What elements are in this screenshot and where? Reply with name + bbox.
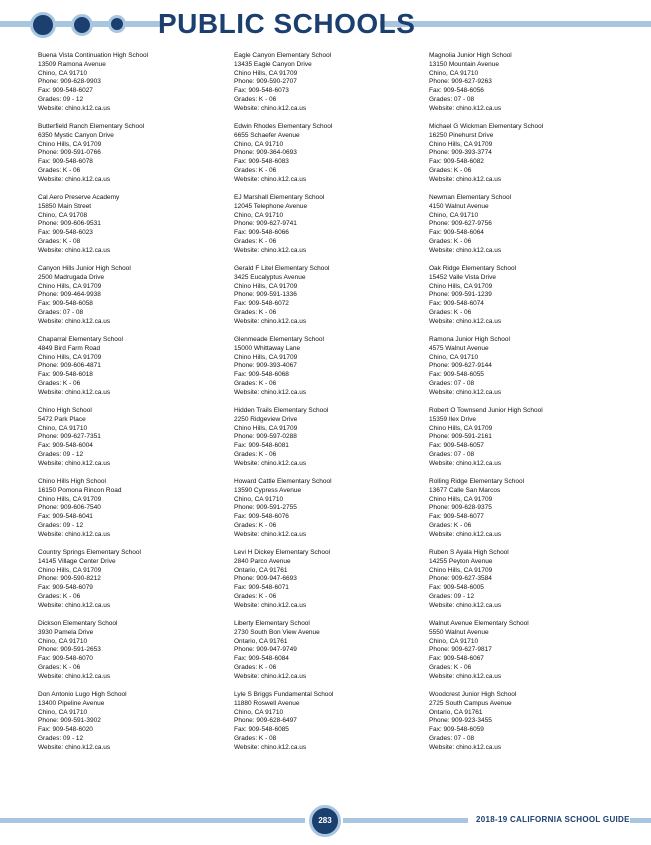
school-phone: Phone: 909-591-0766	[38, 149, 101, 157]
school-fax: Fax: 909-548-6068	[234, 371, 289, 379]
school-fax: Fax: 909-548-6023	[38, 229, 93, 237]
school-fax: Fax: 909-548-6058	[38, 300, 93, 308]
school-city: Chino Hills, CA 91709	[234, 353, 298, 361]
school-grades: Grades: K - 06	[234, 237, 277, 245]
school-phone: Phone: 909-464-9938	[38, 291, 101, 299]
school-grades: Grades: 09 - 12	[38, 734, 84, 742]
school-fax: Fax: 909-548-6085	[234, 726, 289, 734]
school-grades: Grades: K - 06	[234, 450, 277, 458]
school-fax: Fax: 909-548-6059	[429, 726, 484, 734]
school-fax: Fax: 909-548-6055	[429, 371, 484, 379]
school-fax: Fax: 909-548-6020	[38, 726, 93, 734]
school-website: Website: chino.k12.ca.us	[38, 530, 111, 538]
school-phone: Phone: 909-591-2161	[429, 433, 492, 441]
school-phone: Phone: 909-627-3584	[429, 575, 492, 583]
school-name: Butterfield Ranch Elementary School	[38, 123, 145, 130]
school-website: Website: chino.k12.ca.us	[429, 104, 502, 112]
school-address: 11880 Roswell Avenue	[234, 699, 300, 707]
school-phone: Phone: 909-628-9375	[429, 504, 492, 512]
school-fax: Fax: 909-548-6084	[234, 655, 289, 663]
school-city: Chino, CA 91710	[38, 637, 88, 645]
school-phone: Phone: 909-590-2707	[234, 78, 297, 86]
school-name: Edwin Rhodes Elementary School	[234, 123, 333, 130]
school-phone: Phone: 909-393-3774	[429, 149, 492, 157]
school-website: Website: chino.k12.ca.us	[234, 601, 307, 609]
school-grades: Grades: K - 06	[234, 592, 277, 600]
school-grades: Grades: K - 06	[38, 379, 81, 387]
school-name: Oak Ridge Elementary School	[429, 265, 517, 272]
school-address: 16150 Pomona Rincon Road	[38, 486, 122, 494]
school-name: Chino High School	[38, 407, 92, 414]
school-grades: Grades: K - 06	[429, 663, 472, 671]
school-phone: Phone: 909-628-6497	[234, 717, 297, 725]
school-city: Chino, CA 91708	[38, 211, 88, 219]
school-fax: Fax: 909-548-6070	[38, 655, 93, 663]
footer-rule-right	[630, 818, 651, 823]
school-listing	[38, 52, 638, 752]
school-fax: Fax: 909-548-6073	[234, 87, 289, 95]
school-phone: Phone: 909-627-9263	[429, 78, 492, 86]
school-city: Chino Hills, CA 91709	[38, 566, 102, 574]
footer-rule-left	[0, 818, 305, 823]
school-entry	[429, 336, 619, 407]
school-grades: Grades: 07 - 08	[429, 95, 475, 103]
school-grades: Grades: 09 - 12	[38, 521, 84, 529]
school-address: 6350 Mystic Canyon Drive	[38, 131, 114, 139]
school-name: Canyon Hills Junior High School	[38, 265, 131, 272]
school-name: Magnolia Junior High School	[429, 52, 512, 59]
school-entry	[38, 194, 228, 265]
school-name: Eagle Canyon Elementary School	[234, 52, 332, 59]
school-address: 13150 Mountain Avenue	[429, 60, 499, 68]
school-grades: Grades: K - 06	[234, 308, 277, 316]
school-grades: Grades: K - 06	[234, 663, 277, 671]
school-entry	[38, 549, 228, 620]
school-entry	[429, 549, 619, 620]
school-name: EJ Marshall Elementary School	[234, 194, 325, 201]
school-name: Ruben S Ayala High School	[429, 549, 509, 556]
school-name: Levi H Dickey Elementary School	[234, 549, 331, 556]
school-fax: Fax: 909-548-6083	[234, 158, 289, 166]
school-phone: Phone: 909-606-4871	[38, 362, 101, 370]
school-grades: Grades: K - 06	[38, 663, 81, 671]
school-website: Website: chino.k12.ca.us	[429, 317, 502, 325]
school-phone: Phone: 909-947-6693	[234, 575, 297, 583]
school-name: Glenmeade Elementary School	[234, 336, 324, 343]
school-address: 13435 Eagle Canyon Drive	[234, 60, 312, 68]
school-city: Chino Hills, CA 91709	[234, 282, 298, 290]
school-name: Woodcrest Junior High School	[429, 691, 517, 698]
guide-title: 2018-19 CALIFORNIA SCHOOL GUIDE	[476, 815, 630, 824]
school-address: 4849 Bird Farm Road	[38, 344, 101, 352]
school-grades: Grades: K - 08	[38, 237, 81, 245]
school-fax: Fax: 909-548-6079	[38, 584, 93, 592]
school-website: Website: chino.k12.ca.us	[429, 175, 502, 183]
school-phone: Phone: 909-627-9756	[429, 220, 492, 228]
school-address: 2500 Madrugada Drive	[38, 273, 105, 281]
school-website: Website: chino.k12.ca.us	[234, 317, 307, 325]
school-address: 12045 Telephone Avenue	[234, 202, 308, 210]
school-website: Website: chino.k12.ca.us	[38, 601, 111, 609]
school-address: 3425 Eucalyptus Avenue	[234, 273, 306, 281]
school-city: Chino, CA 91710	[429, 637, 479, 645]
school-entry	[234, 691, 424, 762]
school-name: Ramona Junior High School	[429, 336, 510, 343]
school-phone: Phone: 909-627-7351	[38, 433, 101, 441]
school-name: Dickson Elementary School	[38, 620, 118, 627]
school-grades: Grades: K - 06	[234, 166, 277, 174]
school-name: Gerald F Litel Elementary School	[234, 265, 330, 272]
school-city: Chino Hills, CA 91709	[429, 282, 493, 290]
school-address: 6655 Schaefer Avenue	[234, 131, 300, 139]
listing-column	[429, 52, 619, 762]
school-phone: Phone: 909-628-9903	[38, 78, 101, 86]
school-grades: Grades: 07 - 08	[429, 734, 475, 742]
header-circle-large	[30, 12, 56, 38]
school-grades: Grades: K - 06	[234, 521, 277, 529]
school-grades: Grades: 07 - 08	[38, 308, 84, 316]
school-website: Website: chino.k12.ca.us	[234, 459, 307, 467]
school-website: Website: chino.k12.ca.us	[429, 743, 502, 751]
school-city: Chino Hills, CA 91709	[234, 69, 298, 77]
school-fax: Fax: 909-548-6078	[38, 158, 93, 166]
school-city: Chino Hills, CA 91709	[38, 353, 102, 361]
school-city: Chino Hills, CA 91709	[429, 495, 493, 503]
school-address: 15000 Whittaway Lane	[234, 344, 301, 352]
school-entry	[38, 52, 228, 123]
school-website: Website: chino.k12.ca.us	[429, 530, 502, 538]
school-city: Chino Hills, CA 91709	[38, 495, 102, 503]
school-address: 13677 Calle San Marcos	[429, 486, 501, 494]
school-city: Chino, CA 91710	[429, 353, 479, 361]
school-website: Website: chino.k12.ca.us	[38, 317, 111, 325]
school-phone: Phone: 909-627-9741	[234, 220, 297, 228]
school-website: Website: chino.k12.ca.us	[234, 175, 307, 183]
school-phone: Phone: 909-591-1336	[234, 291, 297, 299]
school-website: Website: chino.k12.ca.us	[234, 672, 307, 680]
school-entry	[234, 194, 424, 265]
school-phone: Phone: 909-591-3902	[38, 717, 101, 725]
school-entry	[234, 336, 424, 407]
school-city: Chino, CA 91710	[234, 708, 284, 716]
page-number: 283	[309, 805, 341, 837]
school-city: Ontario, CA 91761	[429, 708, 483, 716]
school-entry	[429, 407, 619, 478]
header-circle-medium	[71, 14, 93, 36]
school-phone: Phone: 909-591-2755	[234, 504, 297, 512]
school-fax: Fax: 909-548-6071	[234, 584, 289, 592]
school-fax: Fax: 909-548-6072	[234, 300, 289, 308]
school-fax: Fax: 909-548-6066	[234, 229, 289, 237]
school-phone: Phone: 909-627-9144	[429, 362, 492, 370]
school-phone: Phone: 909-923-3455	[429, 717, 492, 725]
header-rule-right	[380, 21, 651, 27]
school-phone: Phone: 909-591-2653	[38, 646, 101, 654]
school-website: Website: chino.k12.ca.us	[234, 530, 307, 538]
school-city: Chino Hills, CA 91709	[38, 140, 102, 148]
school-address: 14255 Peyton Avenue	[429, 557, 493, 565]
school-city: Chino, CA 91710	[38, 424, 88, 432]
school-entry	[429, 620, 619, 691]
school-entry	[234, 407, 424, 478]
school-fax: Fax: 909-548-6004	[38, 442, 93, 450]
school-address: 16250 Pinehurst Drive	[429, 131, 494, 139]
school-entry	[429, 478, 619, 549]
school-fax: Fax: 909-548-6082	[429, 158, 484, 166]
school-grades: Grades: 07 - 08	[429, 450, 475, 458]
school-name: Country Springs Elementary School	[38, 549, 141, 556]
school-entry	[429, 691, 619, 762]
school-city: Chino, CA 91710	[234, 211, 284, 219]
listing-column	[38, 52, 228, 762]
school-fax: Fax: 909-548-6076	[234, 513, 289, 521]
school-name: Howard Cattle Elementary School	[234, 478, 332, 485]
school-website: Website: chino.k12.ca.us	[429, 388, 502, 396]
school-website: Website: chino.k12.ca.us	[234, 104, 307, 112]
school-grades: Grades: K - 06	[38, 592, 81, 600]
school-address: 2730 South Bon View Avenue	[234, 628, 320, 636]
school-grades: Grades: K - 06	[429, 237, 472, 245]
school-name: Rolling Ridge Elementary School	[429, 478, 525, 485]
school-website: Website: chino.k12.ca.us	[429, 672, 502, 680]
school-website: Website: chino.k12.ca.us	[38, 459, 111, 467]
page-header	[0, 0, 651, 50]
listing-column	[234, 52, 424, 762]
school-entry	[38, 620, 228, 691]
school-grades: Grades: K - 06	[429, 521, 472, 529]
school-website: Website: chino.k12.ca.us	[38, 104, 111, 112]
school-entry	[38, 123, 228, 194]
school-address: 4150 Walnut Avenue	[429, 202, 489, 210]
school-name: Liberty Elementary School	[234, 620, 310, 627]
school-grades: Grades: K - 06	[234, 379, 277, 387]
school-fax: Fax: 909-548-6074	[429, 300, 484, 308]
school-entry	[38, 691, 228, 762]
school-name: Walnut Avenue Elementary School	[429, 620, 529, 627]
school-grades: Grades: 07 - 08	[429, 379, 475, 387]
school-entry	[234, 123, 424, 194]
school-fax: Fax: 909-548-6027	[38, 87, 93, 95]
school-phone: Phone: 909-627-9817	[429, 646, 492, 654]
school-address: 2725 South Campus Avenue	[429, 699, 512, 707]
school-address: 15452 Valle Vista Drive	[429, 273, 496, 281]
school-address: 13509 Ramona Avenue	[38, 60, 106, 68]
school-city: Chino, CA 91710	[429, 211, 479, 219]
school-address: 4575 Walnut Avenue	[429, 344, 489, 352]
school-entry	[234, 265, 424, 336]
school-city: Chino Hills, CA 91709	[234, 424, 298, 432]
school-address: 2250 Ridgeview Drive	[234, 415, 298, 423]
school-entry	[38, 478, 228, 549]
school-entry	[38, 265, 228, 336]
school-address: 5550 Walnut Avenue	[429, 628, 489, 636]
school-entry	[234, 52, 424, 123]
school-entry	[429, 52, 619, 123]
page-title: PUBLIC SCHOOLS	[158, 8, 416, 39]
school-entry	[234, 620, 424, 691]
school-fax: Fax: 909-548-6005	[429, 584, 484, 592]
school-entry	[429, 123, 619, 194]
school-entry	[234, 478, 424, 549]
school-name: Cal Aero Preserve Academy	[38, 194, 120, 201]
school-city: Chino Hills, CA 91709	[38, 282, 102, 290]
school-address: 13400 Pipeline Avenue	[38, 699, 105, 707]
school-address: 3930 Pamela Drive	[38, 628, 94, 636]
school-entry	[38, 407, 228, 478]
school-fax: Fax: 909-548-6041	[38, 513, 93, 521]
school-name: Chino Hills High School	[38, 478, 106, 485]
school-address: 2840 Parco Avenue	[234, 557, 291, 565]
school-address: 15850 Main Street	[38, 202, 92, 210]
school-city: Chino, CA 91710	[234, 495, 284, 503]
school-city: Chino, CA 91710	[234, 140, 284, 148]
school-address: 14145 Village Center Drive	[38, 557, 116, 565]
school-grades: Grades: 09 - 12	[429, 592, 475, 600]
school-grades: Grades: 09 - 12	[38, 450, 84, 458]
school-website: Website: chino.k12.ca.us	[234, 246, 307, 254]
school-city: Ontario, CA 91761	[234, 566, 288, 574]
school-phone: Phone: 909-606-9531	[38, 220, 101, 228]
school-entry	[38, 336, 228, 407]
school-address: 13590 Cypress Avenue	[234, 486, 302, 494]
school-city: Chino, CA 91710	[38, 708, 88, 716]
school-phone: Phone: 909-590-8212	[38, 575, 101, 583]
school-fax: Fax: 909-548-6018	[38, 371, 93, 379]
school-city: Chino Hills, CA 91709	[429, 566, 493, 574]
school-fax: Fax: 909-548-6057	[429, 442, 484, 450]
school-grades: Grades: K - 06	[38, 166, 81, 174]
school-website: Website: chino.k12.ca.us	[234, 388, 307, 396]
school-grades: Grades: K - 06	[429, 308, 472, 316]
school-phone: Phone: 909-364-0693	[234, 149, 297, 157]
school-website: Website: chino.k12.ca.us	[38, 175, 111, 183]
school-phone: Phone: 909-606-7540	[38, 504, 101, 512]
school-name: Lyle S Briggs Fundamental School	[234, 691, 334, 698]
school-name: Robert O Townsend Junior High School	[429, 407, 543, 414]
school-grades: Grades: K - 08	[234, 734, 277, 742]
school-city: Chino, CA 91710	[38, 69, 88, 77]
school-website: Website: chino.k12.ca.us	[38, 672, 111, 680]
school-entry	[234, 549, 424, 620]
school-fax: Fax: 909-548-6081	[234, 442, 289, 450]
school-city: Chino Hills, CA 91709	[429, 140, 493, 148]
school-grades: Grades: 09 - 12	[38, 95, 84, 103]
header-circle-small	[108, 15, 126, 33]
school-name: Newman Elementary School	[429, 194, 512, 201]
school-name: Hidden Trails Elementary School	[234, 407, 329, 414]
school-address: 5472 Park Place	[38, 415, 86, 423]
school-fax: Fax: 909-548-6064	[429, 229, 484, 237]
school-website: Website: chino.k12.ca.us	[38, 388, 111, 396]
school-name: Don Antonio Lugo High School	[38, 691, 127, 698]
school-phone: Phone: 909-597-0288	[234, 433, 297, 441]
school-fax: Fax: 909-548-6067	[429, 655, 484, 663]
school-website: Website: chino.k12.ca.us	[429, 601, 502, 609]
school-phone: Phone: 909-393-4067	[234, 362, 297, 370]
school-address: 15359 Ilex Drive	[429, 415, 476, 423]
school-website: Website: chino.k12.ca.us	[234, 743, 307, 751]
school-website: Website: chino.k12.ca.us	[429, 459, 502, 467]
school-name: Chaparral Elementary School	[38, 336, 123, 343]
school-phone: Phone: 909-591-1239	[429, 291, 492, 299]
school-city: Chino, CA 91710	[429, 69, 479, 77]
school-grades: Grades: K - 06	[429, 166, 472, 174]
school-entry	[429, 265, 619, 336]
school-fax: Fax: 909-548-6077	[429, 513, 484, 521]
school-fax: Fax: 909-548-6056	[429, 87, 484, 95]
school-name: Michael G Wickman Elementary School	[429, 123, 544, 130]
school-website: Website: chino.k12.ca.us	[38, 743, 111, 751]
school-phone: Phone: 909-947-9749	[234, 646, 297, 654]
school-city: Chino Hills, CA 91709	[429, 424, 493, 432]
school-website: Website: chino.k12.ca.us	[429, 246, 502, 254]
page-footer	[0, 800, 651, 845]
school-website: Website: chino.k12.ca.us	[38, 246, 111, 254]
footer-rule-middle	[343, 818, 468, 823]
school-grades: Grades: K - 06	[234, 95, 277, 103]
school-name: Buena Vista Continuation High School	[38, 52, 149, 59]
school-entry	[429, 194, 619, 265]
school-city: Ontario, CA 91761	[234, 637, 288, 645]
